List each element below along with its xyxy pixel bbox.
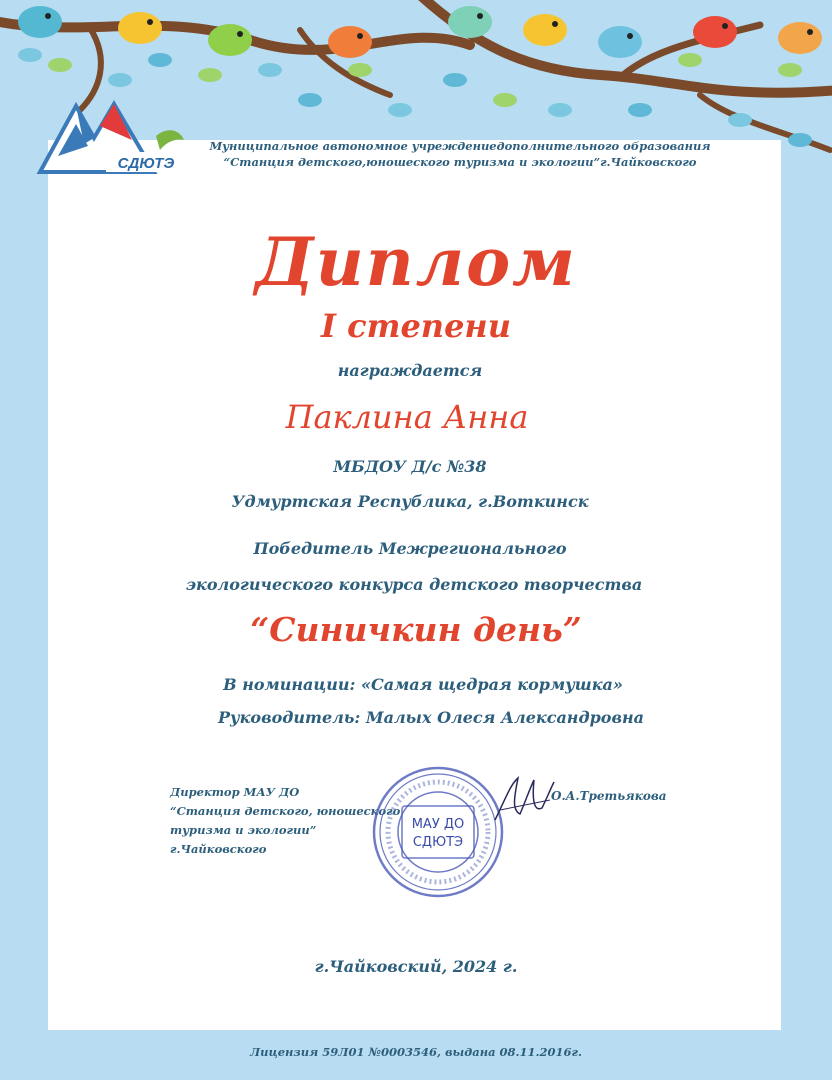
director-line-2: “Станция детского, юношеского: [170, 804, 401, 818]
org-line-2: “Станция детского,юношеского туризма и экологии”г.Чайковского: [223, 155, 697, 169]
director-line-1: Директор МАУ ДО: [170, 785, 300, 799]
director-line-4: г.Чайковского: [170, 842, 267, 856]
director-line-3: туризма и экологии”: [170, 823, 317, 837]
sdyute-logo: [36, 86, 196, 176]
nomination: В номинации: «Самая щедрая кормушка»: [223, 675, 623, 694]
signer-name: О.А.Третьякова: [551, 789, 667, 803]
winner-line-1: Победитель Межрегионального: [253, 539, 567, 558]
awarded-label: награждается: [337, 361, 483, 380]
handwritten-signature: [490, 770, 560, 830]
supervisor: Руководитель: Малых Олеся Александровна: [218, 708, 644, 727]
official-stamp: [368, 762, 508, 902]
region: Удмуртская Республика, г.Воткинск: [231, 492, 589, 511]
winner-line-2: экологического конкурса детского творчества: [185, 575, 643, 594]
organization-header: [200, 138, 720, 170]
license-info: Лицензия 59Л01 №0003546, выдана 08.11.2016г.: [249, 1045, 583, 1059]
stamp-text-1: МАУ ДО: [411, 817, 465, 832]
diploma-degree: I степени: [320, 307, 512, 345]
contest-name: “Синичкин день”: [250, 610, 582, 649]
stamp-text-2: СДЮТЭ: [412, 835, 464, 850]
logo-text: СДЮТЭ: [117, 155, 175, 172]
city-year: г.Чайковский, 2024 г.: [314, 957, 518, 976]
diploma-title: Диплом: [255, 223, 577, 301]
institution: МБДОУ Д/с №38: [333, 457, 487, 476]
recipient-name: Паклина Анна: [285, 398, 529, 436]
org-line-1: Муниципальное автономное учреждениедополнительного образования: [209, 139, 711, 153]
